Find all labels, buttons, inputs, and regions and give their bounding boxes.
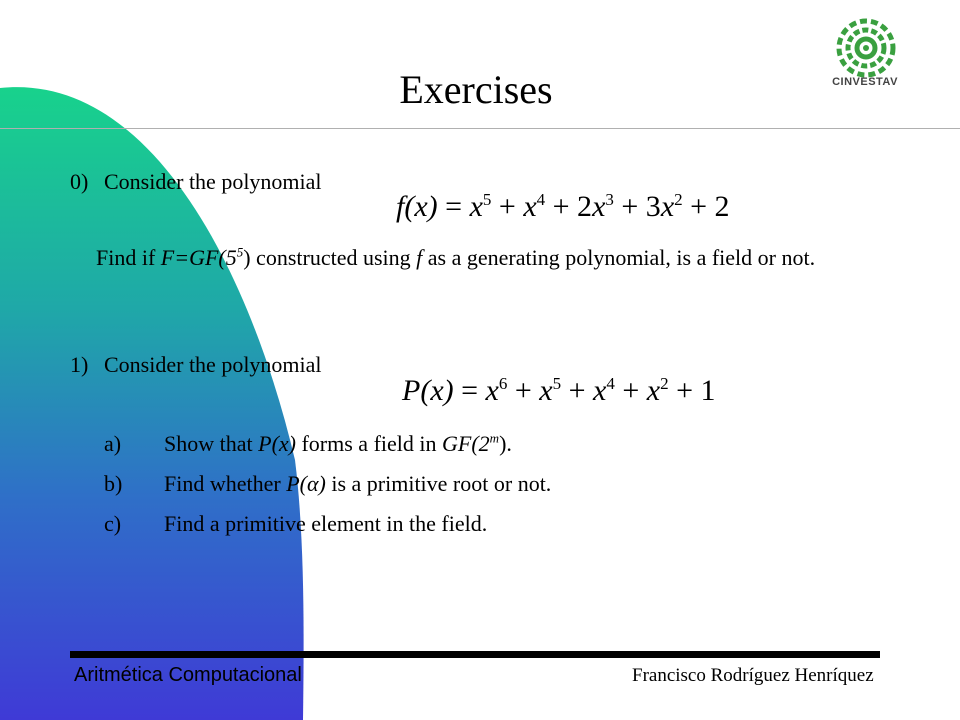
footer-course: Aritmética Computacional: [74, 664, 302, 686]
formula-p-lhs: P(x): [402, 374, 454, 407]
footer-author: Francisco Rodríguez Henríquez: [632, 665, 874, 686]
formula-f: $f(x) = x^5 + x^4 + 2x^3 + 3x^2 + 2$: [396, 190, 730, 223]
item-a-text: Show that P(x) forms a field in GF(2$^m$).: [164, 430, 512, 456]
item-b-label: b): [104, 471, 123, 496]
item-b-text: Find whether P(α) is a primitive root or not.: [164, 471, 552, 496]
logo-label: CINVESTAV: [832, 76, 898, 88]
slide-title: Exercises: [399, 67, 553, 112]
exercise-0-label: 0): [70, 169, 89, 194]
item-c-text: Find a primitive element in the field.: [164, 511, 488, 536]
exercise-1-intro: Consider the polynomial: [104, 352, 322, 377]
exercise-0-intro: Consider the polynomial: [104, 169, 322, 194]
item-a-label: a): [104, 431, 122, 456]
title-divider: [0, 128, 960, 129]
formula-f-lhs: f(x): [396, 190, 438, 223]
item-c-label: c): [104, 511, 122, 536]
exercise-1-label: 1): [70, 352, 89, 377]
exercise-0-question: Find if $F=GF(5^5)$ constructed using f as a generating polynomial, is a field or not.: [96, 244, 816, 270]
footer-divider: [70, 651, 880, 658]
formula-p: $P(x) = x^6 + x^5 + x^4 + x^2 + 1$: [402, 374, 716, 407]
